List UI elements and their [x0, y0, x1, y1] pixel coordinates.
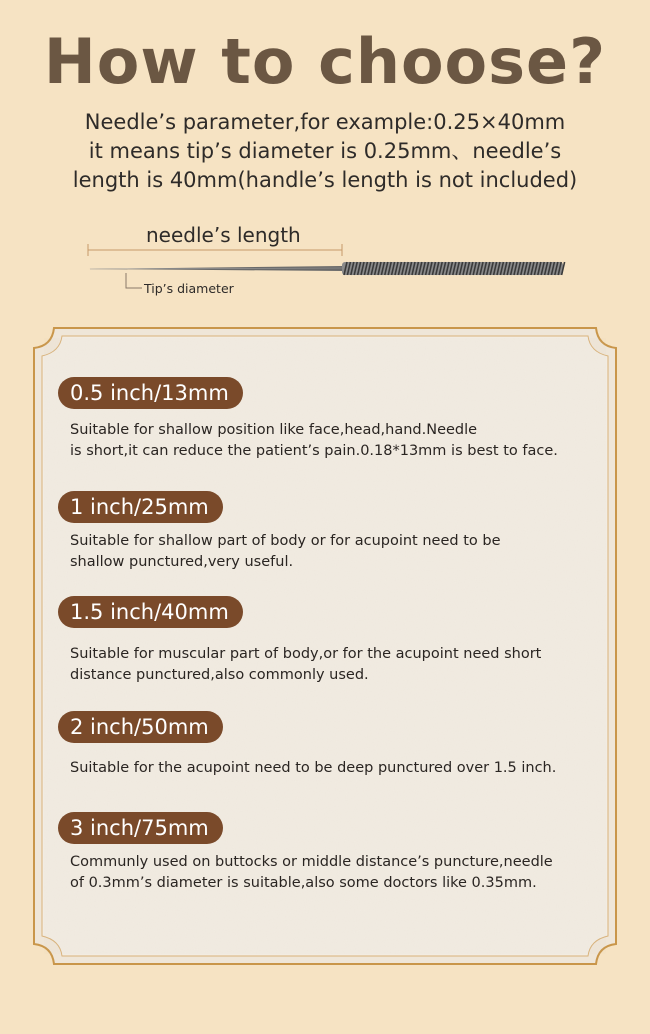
description-line: is short,it can reduce the patient’s pain.0.18*13mm is best to face. — [70, 443, 558, 459]
length-description — [70, 420, 618, 462]
length-description — [70, 852, 618, 894]
intro-line: Needle’s parameter,for example:0.25×40mm — [84, 110, 566, 134]
page-title: How to choose? — [43, 25, 607, 98]
needle-diagram — [0, 215, 650, 305]
length-badge: 0.5 inch/13mm — [58, 377, 243, 409]
description-line: distance punctured,also commonly used. — [70, 667, 369, 683]
needle-illustration — [0, 215, 650, 305]
intro-text — [0, 108, 650, 195]
needle-length-label: needle’s length — [146, 223, 301, 247]
length-badge: 2 inch/50mm — [58, 711, 223, 743]
length-option-2-inch — [58, 711, 618, 779]
intro-line: length is 40mm(handle’s length is not included) — [72, 168, 578, 192]
length-badge: 1 inch/25mm — [58, 491, 223, 523]
length-description — [70, 758, 618, 779]
description-line: Suitable for the acupoint need to be deep punctured over 1.5 inch. — [70, 760, 557, 776]
length-option-0-5-inch — [58, 377, 618, 462]
length-option-1-5-inch — [58, 596, 618, 686]
length-badge: 1.5 inch/40mm — [58, 596, 243, 628]
length-option-1-inch — [58, 491, 618, 573]
description-line: Communly used on buttocks or middle distance’s puncture,needle — [70, 854, 553, 870]
description-line: Suitable for shallow position like face,head,hand.Needle — [70, 422, 478, 438]
description-line: shallow punctured,very useful. — [70, 554, 294, 570]
intro-line: it means tip’s diameter is 0.25mm、needle’s — [88, 139, 562, 163]
description-line: Suitable for shallow part of body or for acupoint need to be — [70, 533, 501, 549]
description-line: of 0.3mm’s diameter is suitable,also some doctors like 0.35mm. — [70, 875, 537, 891]
length-description — [70, 644, 618, 686]
tip-diameter-label: Tip’s diameter — [144, 281, 234, 296]
length-option-3-inch — [58, 812, 618, 894]
length-description — [70, 531, 618, 573]
description-line: Suitable for muscular part of body,or for the acupoint need short — [70, 646, 542, 662]
length-badge: 3 inch/75mm — [58, 812, 223, 844]
